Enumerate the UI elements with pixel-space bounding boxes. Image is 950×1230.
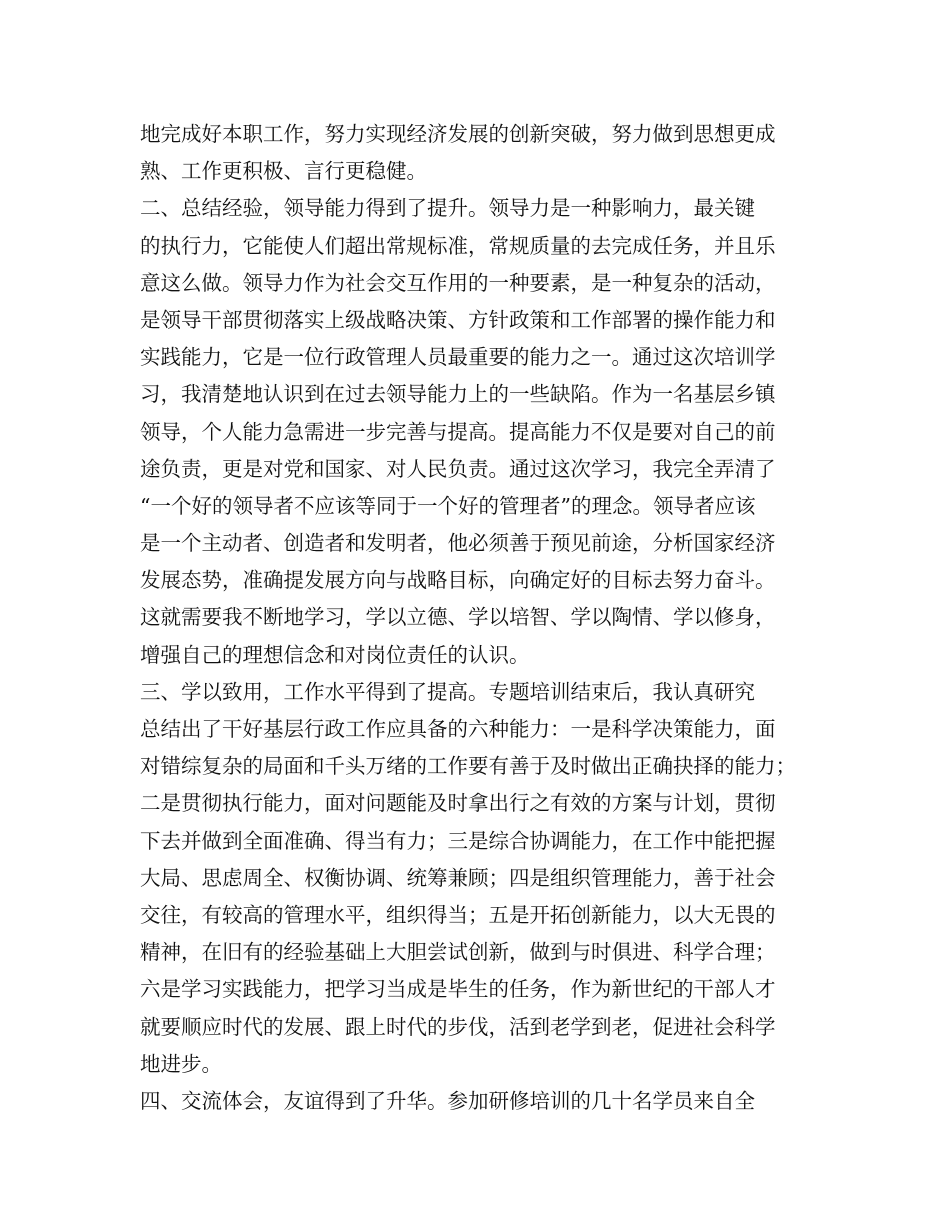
text-line: 是一个主动者、创造者和发明者，他必须善于预见前途，分析国家经济 <box>140 531 776 556</box>
text-line: 的执行力，它能使人们超出常规标准，常规质量的去完成任务，并且乐 <box>140 233 776 258</box>
text-line: 大局、思虑周全、权衡协调、统筹兼顾；四是组织管理能力，善于社会 <box>140 865 776 890</box>
text-line: 增强自己的理想信念和对岗位责任的认识。 <box>140 642 530 667</box>
text-line: 总结出了干好基层行政工作应具备的六种能力：一是科学决策能力，面 <box>140 717 776 741</box>
text-line: 实践能力，它是一位行政管理人员最重要的能力之一。通过这次培训学 <box>140 345 776 370</box>
text-line: 地完成好本职工作，努力实现经济发展的创新突破，努力做到思想更成 <box>140 122 776 146</box>
text-line: 意这么做。领导力作为社会交互作用的一种要素，是一种复杂的活动， <box>140 270 776 295</box>
text-line: 交往，有较高的管理水平，组织得当；五是开拓创新能力，以大无畏的 <box>140 902 776 927</box>
text-line: 这就需要我不断地学习，学以立德、学以培智、学以陶情、学以修身， <box>140 605 776 630</box>
text-line: 精神，在旧有的经验基础上大胆尝试创新，做到与时俱进、科学合理； <box>140 940 776 965</box>
text-line: 六是学习实践能力，把学习当成是毕生的任务，作为新世纪的干部人才 <box>140 977 776 1002</box>
text-line: 习，我清楚地认识到在过去领导能力上的一些缺陷。作为一名基层乡镇 <box>140 382 776 407</box>
body-text <box>140 116 820 1120</box>
text-line: 地进步。 <box>140 1051 222 1076</box>
text-line: 是领导干部贯彻落实上级战略决策、方针政策和工作部署的操作能力和 <box>140 307 776 332</box>
text-line: 对错综复杂的局面和千头万绪的工作要有善于及时做出正确抉择的能力； <box>140 754 796 779</box>
text-line: 领导，个人能力急需进一步完善与提高。提高能力不仅是要对自己的前 <box>140 419 776 444</box>
text-line: 发展态势，准确提发展方向与战略目标，向确定好的目标去努力奋斗。 <box>140 568 776 593</box>
text-line: 就要顺应时代的发展、跟上时代的步伐，活到老学到老，促进社会科学 <box>140 1014 776 1039</box>
text-line: 二、总结经验，领导能力得到了提升。领导力是一种影响力，最关键 <box>140 196 755 221</box>
text-line: “一个好的领导者不应该等同于一个好的管理者”的理念。领导者应该 <box>140 493 756 518</box>
text-line: 下去并做到全面准确、得当有力；三是综合协调能力，在工作中能把握 <box>140 828 776 853</box>
text-line: 四、交流体会，友谊得到了升华。参加研修培训的几十名学员来自全 <box>140 1088 755 1113</box>
text-line: 三、学以致用，工作水平得到了提高。专题培训结束后，我认真研究 <box>140 679 755 704</box>
text-line: 途负责，更是对党和国家、对人民负责。通过这次学习，我完全弄清了 <box>140 456 776 481</box>
text-line: 熟、工作更积极、言行更稳健。 <box>140 159 427 184</box>
text-line: 二是贯彻执行能力，面对问题能及时拿出行之有效的方案与计划，贯彻 <box>140 791 776 816</box>
